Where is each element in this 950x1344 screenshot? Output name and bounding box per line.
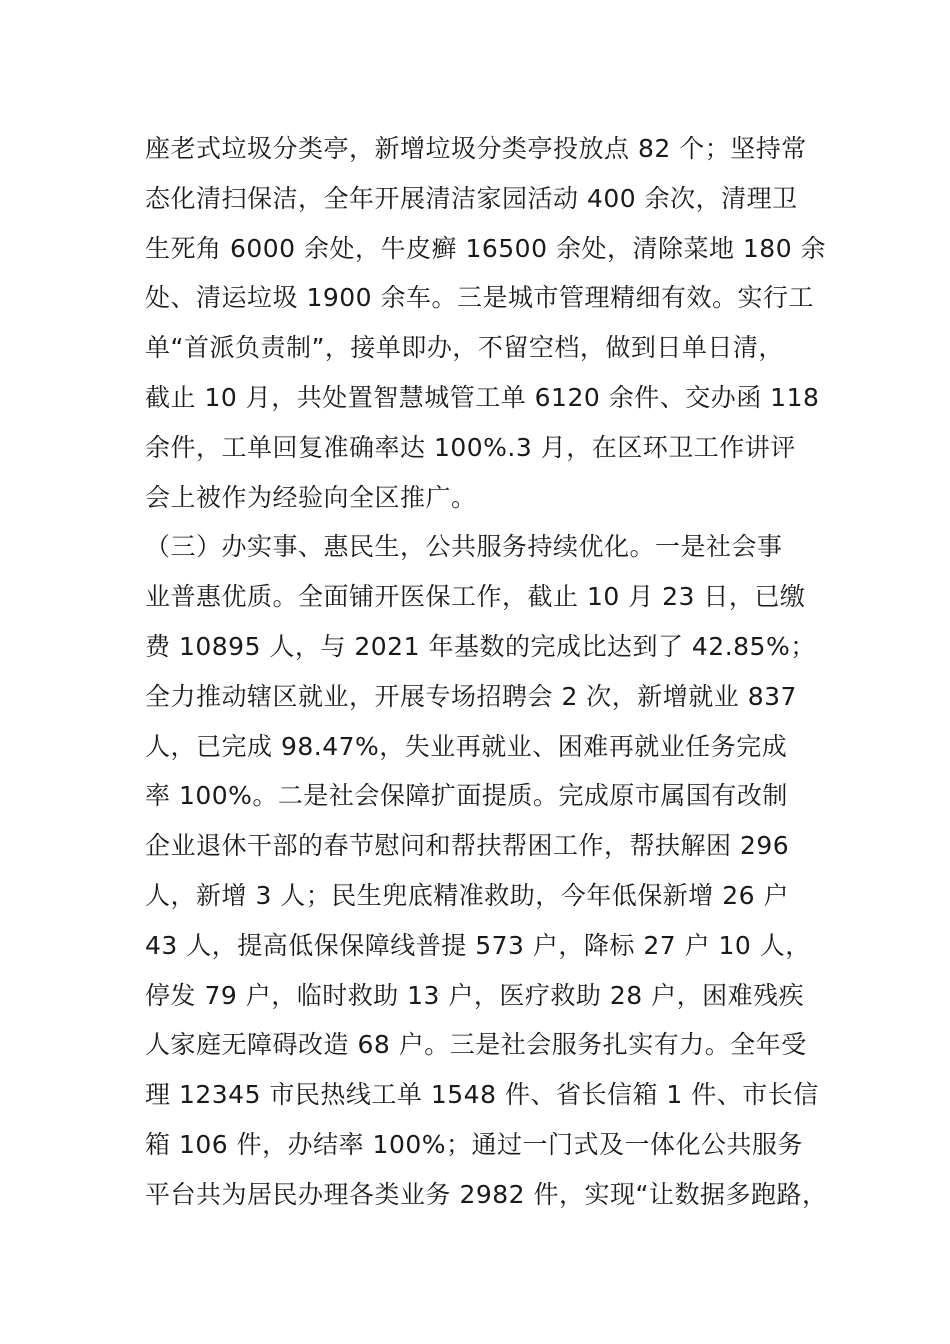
text-line: 余件，工单回复准确率达 100%.3 月，在区环卫工作讲评 [145, 432, 796, 462]
text-line: 理 12345 市民热线工单 1548 件、省长信箱 1 件、市长信 [145, 1080, 819, 1110]
text-line: 箱 106 件，办结率 100%；通过一门式及一体化公共服务 [145, 1129, 804, 1159]
text-line: 43 人，提高低保保障线普提 573 户，降标 27 户 10 人， [145, 930, 811, 960]
text-line: 截止 10 月，共处置智慧城管工单 6120 余件、交办函 118 [145, 382, 820, 412]
text-line: 费 10895 人，与 2021 年基数的完成比达到了 42.85%； [145, 631, 816, 661]
text-line: 会上被作为经验向全区推广。 [145, 482, 477, 512]
text-line: 停发 79 户，临时救助 13 户，医疗救助 28 户，困难残疾 [145, 980, 805, 1010]
text-line: 座老式垃圾分类亭，新增垃圾分类亭投放点 82 个；坚持常 [145, 134, 807, 163]
text-line: 平台共为居民办理各类业务 2982 件，实现“让数据多跑路， [145, 1179, 828, 1209]
text-line: 人，新增 3 人；民生兜底精准救助，今年低保新增 26 户 [145, 880, 790, 910]
text-line: 企业退休干部的春节慰问和帮扶帮困工作，帮扶解困 296 [145, 831, 790, 861]
text-line: 生死角 6000 余处，牛皮癣 16500 余处，清除菜地 180 余 [145, 233, 827, 263]
section-heading-line: （三）办实事、惠民生，公共服务持续优化。一是社会事 [145, 532, 783, 562]
text-line: 态化清扫保洁，全年开展清洁家园活动 400 余次，清理卫 [145, 183, 798, 213]
text-line: 业普惠优质。全面铺开医保工作，截止 10 月 23 日，已缴 [145, 582, 806, 612]
text-line: 率 100%。二是社会保障扩面提质。完成原市属国有改制 [145, 781, 788, 811]
text-line: 人，已完成 98.47%，失业再就业、困难再就业任务完成 [145, 731, 788, 761]
text-line: 单“首派负责制”，接单即办，不留空档，做到日单日清， [145, 333, 784, 363]
text-line: 处、清运垃圾 1900 余车。三是城市管理精细有效。实行工 [145, 283, 815, 313]
body-text [145, 124, 845, 1220]
text-line: 全力推动辖区就业，开展专场招聘会 2 次，新增就业 837 [145, 681, 797, 711]
text-line: 人家庭无障碍改造 68 户。三是社会服务扎实有力。全年受 [145, 1030, 807, 1060]
